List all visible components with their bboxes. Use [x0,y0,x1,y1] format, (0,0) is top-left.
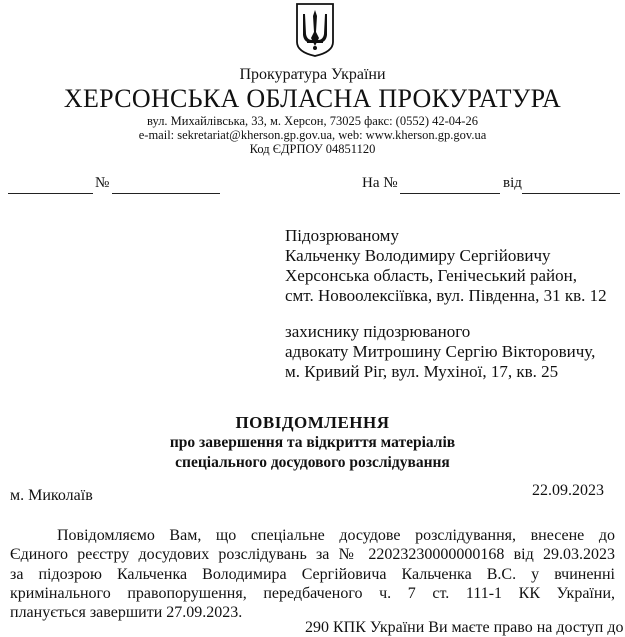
reply-to-number-line [400,193,500,194]
notice-subtitle: про завершення та відкриття матеріалів [169,434,456,451]
reply-from-date-line [522,193,620,194]
office-contacts: e-mail: sekretariat@kherson.gp.gov.ua, web: www.kherson.gp.gov.ua [138,128,487,142]
recipient-suspect-line: смт. Новоолексіївка, вул. Південна, 31 кв. 12 [285,286,607,305]
body-line: Єдиного реєстру досудових розслідувань за № 22023230000000168 від 29.03.2023 [10,546,615,563]
notice-subtitle: спеціального досудового розслідування [175,454,450,471]
issue-date: 22.09.2023 [532,482,604,499]
outgoing-date-line [8,193,93,194]
body-line-cut: 290 КПК України Ви маєте право на доступ до [305,619,624,636]
office-name: ХЕРСОНСЬКА ОБЛАСНА ПРОКУРАТУРА [63,84,562,113]
edrpou-code: Код ЄДРПОУ 04851120 [249,142,376,156]
recipient-suspect-line: Херсонська область, Генічеський район, [285,266,577,285]
recipient-defender-line: захиснику підозрюваного [285,322,471,341]
office-address: вул. Михайлівська, 33, м. Херсон, 73025 факс: (0552) 42-04-26 [147,114,478,128]
notice-title: ПОВІДОМЛЕННЯ [235,413,390,432]
body-line: Повідомляємо Вам, що спеціальне досудове розслідування, внесене до [57,527,615,544]
reply-to-label: На № [362,175,398,191]
place-of-issue: м. Миколаїв [10,487,93,504]
outgoing-number-label: № [95,175,110,191]
body-line: планується завершити 27.09.2023. [10,604,243,621]
recipient-suspect-line: Кальченку Володимиру Сергійовичу [285,246,551,265]
tryzub-coat-of-arms-icon [295,2,335,58]
agency-name: Прокуратура України [239,66,386,83]
recipient-defender-line: м. Кривий Ріг, вул. Мухіної, 17, кв. 25 [285,362,559,381]
body-line: кримінального правопорушення, передбаченого ч. 7 ст. 111-1 КК України, [10,585,615,602]
reply-from-label: від [503,175,522,191]
outgoing-number-line [112,193,220,194]
recipient-defender-line: адвокату Митрошину Сергію Вікторовичу, [285,342,596,361]
body-line: за підозрою Кальченка Володимира Сергійовича Кальченка В.С. у вчиненні [10,566,615,583]
recipient-suspect-line: Підозрюваному [285,226,399,245]
